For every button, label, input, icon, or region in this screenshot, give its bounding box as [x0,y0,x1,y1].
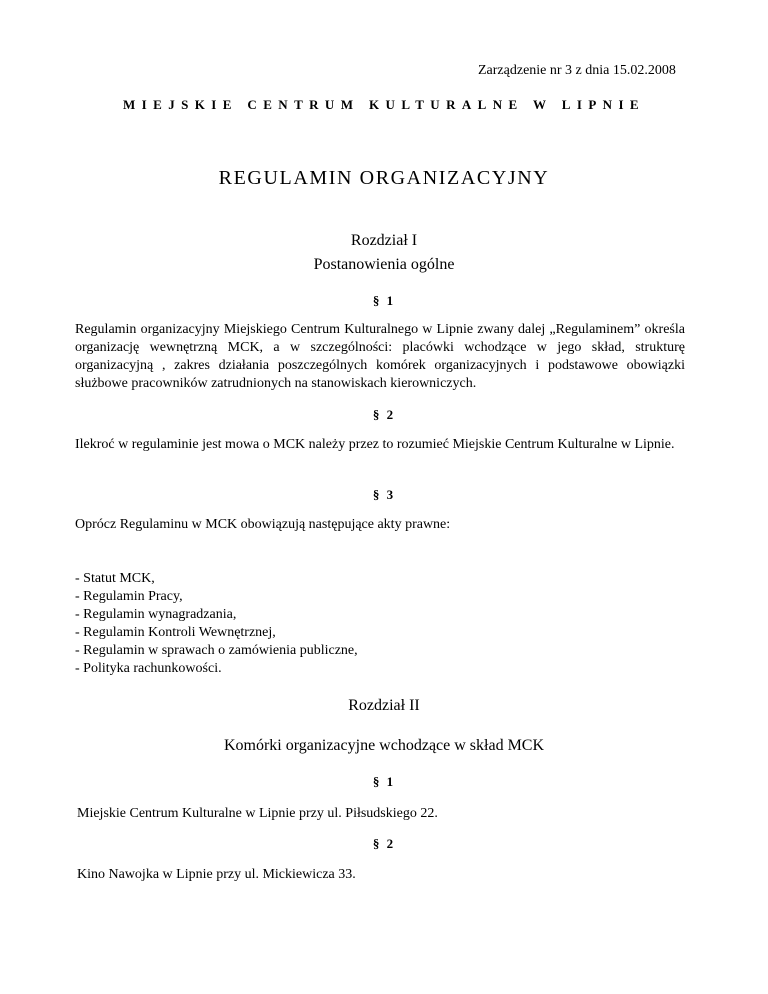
document-title: REGULAMIN ORGANIZACYJNY [218,167,550,189]
chapter-2-number: Rozdział II [348,697,420,714]
list-item: - Regulamin w sprawach o zamówienia publiczne, [75,643,358,658]
legal-acts-list [75,570,685,678]
chapter-1-section-2-text: Ilekroć w regulaminie jest mowa o MCK należy przez to rozumieć Miejskie Centrum Kulturalne w Lipnie. [75,437,675,452]
chapter-2-section-2-text: Kino Nawojka w Lipnie przy ul. Mickiewicza 33. [77,867,356,882]
list-item: - Regulamin Kontroli Wewnętrznej, [75,625,276,640]
chapter-2-section-2-symbol: § 2 [372,836,396,851]
list-item: - Statut MCK, [75,571,155,586]
chapter-1-section-3-symbol: § 3 [372,487,396,502]
list-item: - Regulamin wynagradzania, [75,607,237,622]
chapter-1-section-2-symbol: § 2 [372,407,396,422]
chapter-1-section-1-symbol: § 1 [372,293,396,308]
list-item: - Polityka rachunkowości. [75,661,222,676]
chapter-2-title: Komórki organizacyjne wchodzące w skład MCK [223,737,545,754]
decree-line: Zarządzenie nr 3 z dnia 15.02.2008 [478,63,676,78]
institution-name: MIEJSKIE CENTRUM KULTURALNE W LIPNIE [123,97,645,112]
chapter-2-section-1-symbol: § 1 [372,774,396,789]
chapter-1-title: Postanowienia ogólne [313,256,455,273]
chapter-1-section-3-text: Oprócz Regulaminu w MCK obowiązują następujące akty prawne: [75,517,451,532]
list-item: - Regulamin Pracy, [75,589,183,604]
chapter-1-number: Rozdział I [350,232,418,249]
chapter-2-section-1-text: Miejskie Centrum Kulturalne w Lipnie przy ul. Piłsudskiego 22. [77,806,438,821]
chapter-1-section-1-text: Regulamin organizacyjny Miejskiego Centrum Kulturalnego w Lipnie zwany dalej „Regulaminem” określa organizację wewnętrzną MCK, a w szczególności: placówki wchodzące w jego skład, strukturę organizacyjną , zakres działania poszczególnych komórek organizacyjnych i podstawowe obowiązki służbowe pracowników zatrudnionych na stanowiskach kierowniczych. [75,322,685,391]
